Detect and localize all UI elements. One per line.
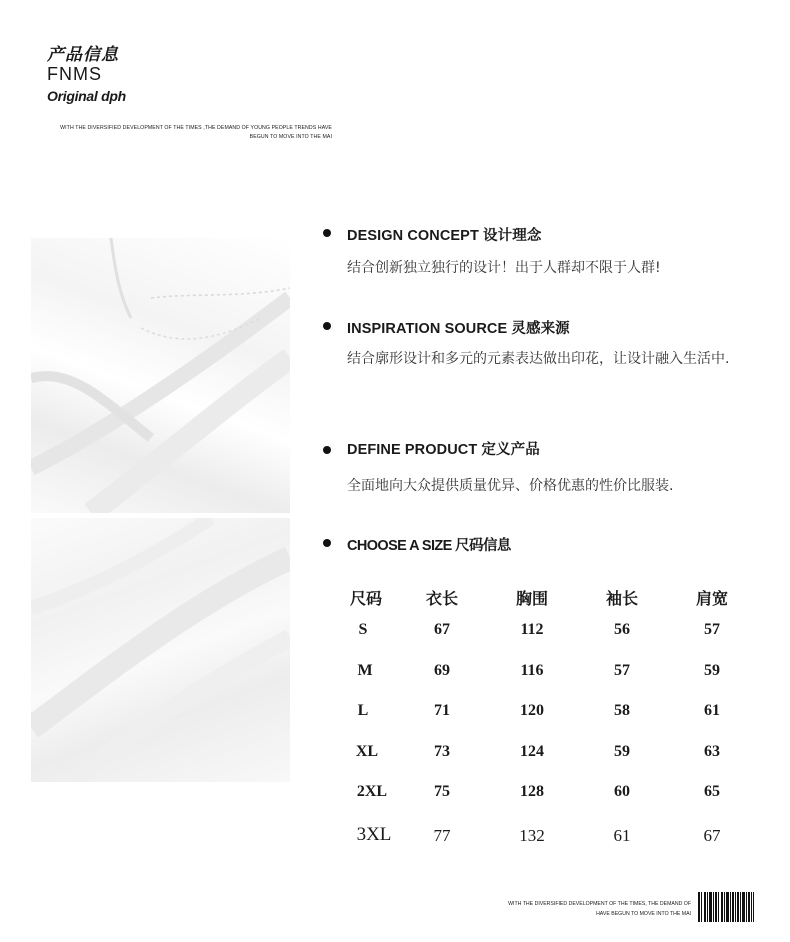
section-body: 结合创新独立独行的设计！出于人群却不限于人群! (347, 260, 661, 276)
section-title: INSPIRATION SOURCE 灵感来源 (347, 321, 570, 337)
table-cell: S (358, 621, 368, 638)
table-cell: 59 (614, 743, 630, 760)
section-body: 全面地向大众提供质量优异、价格优惠的性价比服装. (347, 478, 674, 494)
footer-small-text-line1: WITH THE DIVERSIFIED DEVELOPMENT OF THE TIMES, THE DEMAND OF (508, 901, 691, 907)
table-cell: 63 (704, 743, 720, 760)
bullet-dot-icon (323, 229, 331, 237)
table-header-cell: 胸围 (515, 589, 548, 608)
header-small-text (47, 124, 332, 142)
bullet-dot-icon (323, 539, 331, 547)
table-cell: 61 (704, 702, 720, 719)
table-header-cell: 衣长 (425, 589, 458, 608)
table-cell: 57 (704, 621, 720, 638)
table-cell: 77 (433, 826, 451, 845)
fabric-photo-bottom (31, 518, 290, 782)
table-cell: 56 (614, 621, 630, 638)
brand-name: FNMS (47, 64, 102, 84)
header-small-text-line2: BEGUN TO MOVE INTO THE MAI (249, 134, 332, 140)
table-cell: 67 (703, 826, 721, 845)
table-cell: 75 (434, 783, 450, 800)
table-cell: 58 (614, 702, 630, 719)
table-cell: 67 (434, 621, 450, 638)
section-title: CHOOSE A SIZE 尺码信息 (347, 538, 511, 554)
fabric-fold-illustration (31, 238, 290, 513)
table-cell: 3XL (356, 824, 392, 845)
table-cell: XL (355, 743, 379, 760)
table-cell: 59 (704, 662, 720, 679)
table-cell: M (357, 662, 373, 679)
table-header-cell: 尺码 (349, 589, 382, 608)
table-cell: 124 (520, 743, 544, 760)
table-cell: 71 (434, 702, 450, 719)
table-cell: 69 (434, 662, 450, 679)
table-cell: 2XL (356, 783, 388, 800)
header-title-cn: 产品信息 (47, 45, 119, 65)
header-small-text-line1: WITH THE DIVERSIFIED DEVELOPMENT OF THE TIMES ,THE DEMAND OF YOUNG PEOPLE TRENDS HAVE (60, 125, 332, 131)
table-header-cell: 袖长 (605, 589, 638, 608)
table-cell: 65 (704, 783, 720, 800)
table-cell: 128 (520, 783, 544, 800)
table-cell: 60 (614, 783, 630, 800)
bullet-dot-icon (323, 446, 331, 454)
table-cell: 120 (520, 702, 544, 719)
section-title: DESIGN CONCEPT 设计理念 (347, 228, 542, 244)
footer-small-text (480, 899, 691, 919)
table-cell: 132 (519, 826, 545, 845)
section-body: 结合廓形设计和多元的元素表达做出印花，让设计融入生活中. (347, 351, 730, 367)
table-cell: 73 (434, 743, 450, 760)
table-cell: L (357, 702, 369, 719)
table-cell: 57 (614, 662, 630, 679)
table-cell: 116 (520, 662, 544, 679)
fabric-drape-illustration (31, 518, 290, 782)
table-header-cell: 肩宽 (695, 589, 728, 608)
footer-small-text-line2: HAVE BEGUN TO MOVE INTO THE MAI (596, 911, 691, 917)
fabric-photo-top (31, 238, 290, 513)
table-cell: 61 (613, 826, 631, 845)
bullet-dot-icon (323, 322, 331, 330)
barcode-icon (698, 892, 754, 922)
table-cell: 112 (520, 621, 544, 638)
section-title: DEFINE PRODUCT 定义产品 (347, 442, 540, 458)
brand-tagline: Original dph (47, 88, 126, 104)
